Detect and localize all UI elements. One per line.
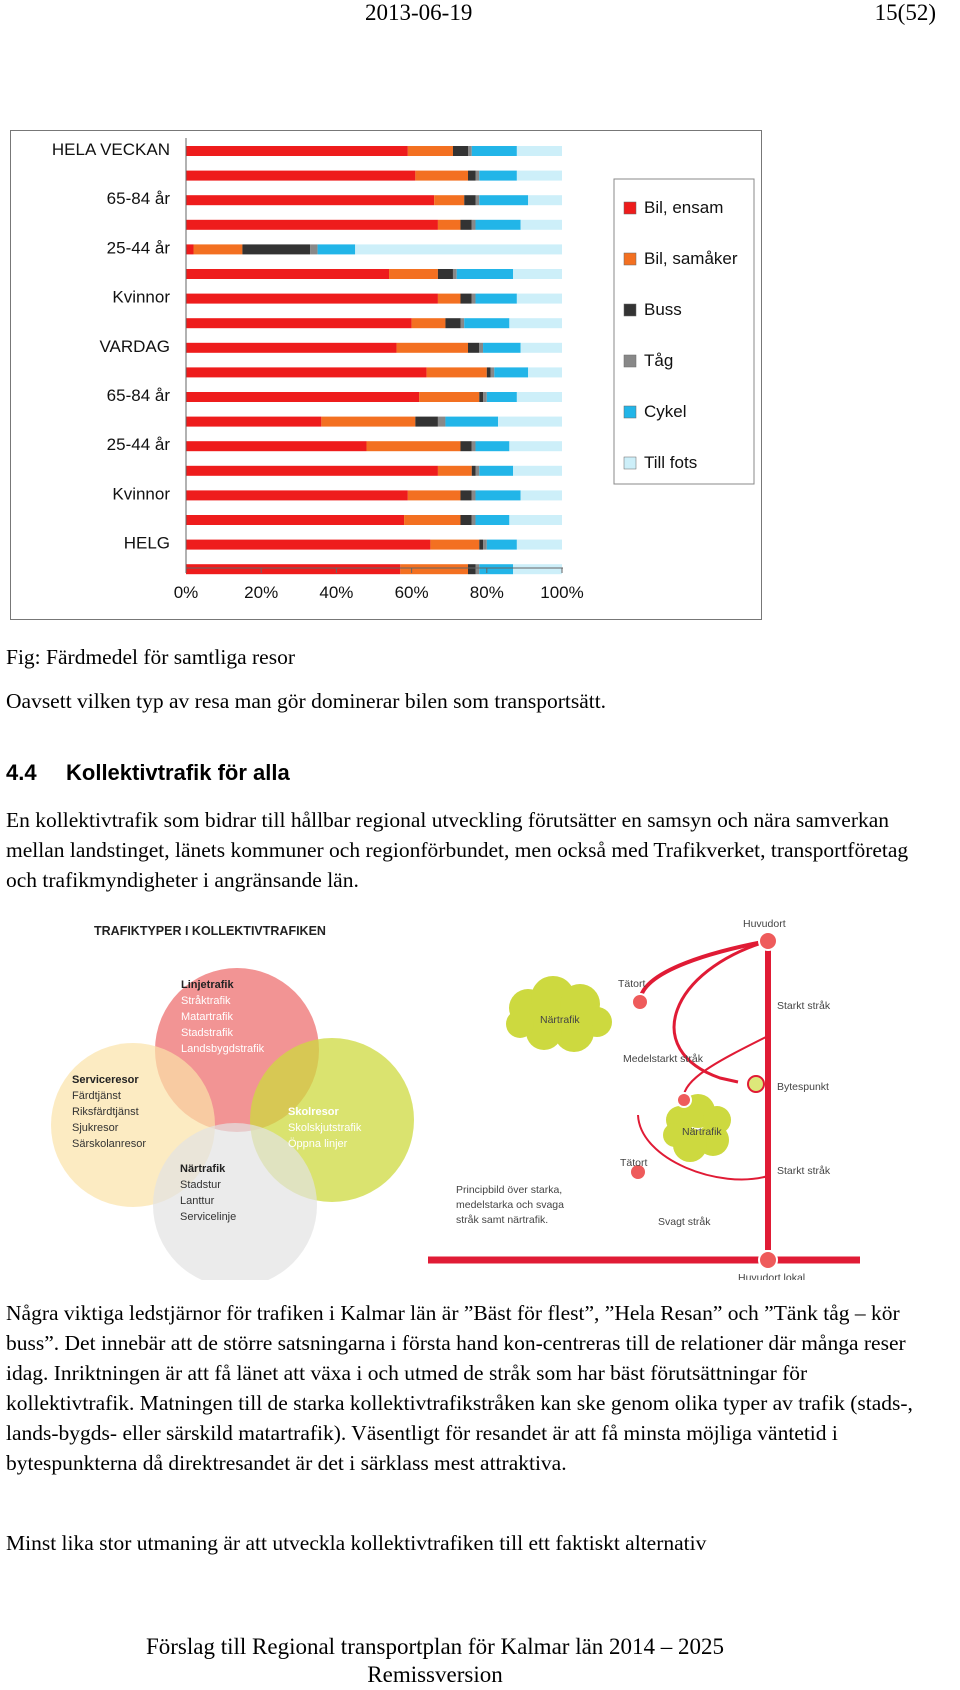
x-tick-label: 0%	[173, 583, 199, 602]
legend-box	[614, 179, 754, 484]
y-axis-label: Kvinnor	[112, 484, 170, 504]
bar-segment-till-fots	[513, 269, 562, 279]
bar-segment-till-fots	[498, 417, 562, 427]
bar-segment-bil-samåker	[408, 490, 461, 500]
bar-segment-cykel	[472, 146, 517, 156]
y-axis-label: Kvinnor	[112, 287, 170, 307]
y-axis-label: 65-84 år	[106, 386, 170, 405]
label-tatort-bottom: Tätort	[620, 1157, 648, 1169]
bar-segment-bil-samåker	[404, 515, 460, 525]
y-axis-label: 25-44 år	[106, 238, 170, 258]
traffic-types-diagram	[20, 910, 860, 1280]
bar-segment-cykel	[476, 220, 521, 230]
label-starkt-strak-2: Starkt stråk	[777, 1165, 831, 1177]
bar-segment-cykel	[479, 564, 513, 574]
linjetrafik-item: Stadstrafik	[181, 1027, 233, 1039]
bar-segment-bil-ensam	[186, 318, 412, 328]
bar-segment-tåg	[476, 466, 480, 476]
bar-segment-bil-samåker	[415, 171, 468, 181]
nartrafik-item: Servicelinje	[180, 1211, 237, 1223]
bar-segment-buss	[242, 244, 310, 254]
paragraph-1: Oavsett vilken typ av resa man gör dominerar bilen som transportsätt.	[6, 689, 607, 713]
bar-segment-bil-ensam	[186, 392, 419, 402]
bar-segment-buss	[453, 146, 468, 156]
label-huvudort-lokal: Huvudort lokal	[738, 1272, 806, 1280]
bar-segment-cykel	[494, 367, 528, 377]
linjetrafik-title: Linjetrafik	[181, 979, 234, 991]
label-nartrafik-1: Närtrafik	[540, 1014, 580, 1026]
section-heading	[6, 760, 290, 786]
bar-segment-bil-ensam	[186, 220, 438, 230]
transport-mode-chart	[10, 130, 762, 620]
label-huvudort: Huvudort	[743, 918, 786, 930]
huvudort-node	[759, 932, 777, 950]
section-number: 4.4	[6, 760, 37, 785]
bar-segment-cykel	[483, 343, 521, 353]
paragraph-4: Minst lika stor utmaning är att utveckla kollektivtrafiken till ett faktiskt alternativ	[6, 1531, 707, 1555]
footer-title: Förslag till Regional transportplan för Kalmar län 2014 – 2025	[145, 1634, 725, 1659]
x-tick-label: 100%	[540, 583, 584, 602]
bar-segment-tåg	[310, 244, 318, 254]
bar-segment-bil-samåker	[412, 318, 446, 328]
bar-segment-tåg	[479, 343, 483, 353]
legend-label: Buss	[644, 300, 682, 319]
label-svagt-strak: Svagt stråk	[658, 1216, 711, 1228]
bar-segment-till-fots	[355, 244, 562, 254]
bar-segment-cykel	[476, 294, 517, 304]
legend-label: Till fots	[644, 453, 698, 472]
bar-segment-till-fots	[517, 146, 562, 156]
bar-segment-tåg	[438, 417, 446, 427]
bar-segment-bil-ensam	[186, 441, 366, 451]
legend-swatch	[624, 406, 636, 418]
x-tick-label: 40%	[319, 583, 354, 602]
y-axis-label: VARDAG	[99, 336, 170, 356]
bar-segment-tåg	[453, 269, 457, 279]
bar-segment-bil-samåker	[366, 441, 460, 451]
bar-segment-bil-samåker	[427, 367, 487, 377]
chart-legend	[614, 179, 754, 484]
bar-segment-tåg	[460, 318, 464, 328]
bar-segment-tåg	[472, 294, 476, 304]
figure-caption: Fig: Färdmedel för samtliga resor	[6, 645, 295, 669]
bar-segment-bil-samåker	[434, 195, 464, 205]
legend-swatch	[624, 304, 636, 316]
serviceresor-item: Sjukresor	[72, 1122, 119, 1134]
bar-segment-cykel	[479, 466, 513, 476]
serviceresor-title: Serviceresor	[72, 1074, 139, 1086]
bar-segment-till-fots	[513, 466, 562, 476]
diagram-title: TRAFIKTYPER I KOLLEKTIVTRAFIKEN	[94, 924, 326, 938]
bar-segment-buss	[468, 171, 476, 181]
footer-version: Remissversion	[367, 1662, 503, 1687]
bar-segment-bil-ensam	[186, 269, 389, 279]
bar-segment-till-fots	[517, 392, 562, 402]
bar-segment-bil-ensam	[186, 490, 408, 500]
bar-segment-tåg	[476, 195, 480, 205]
skolresor-item: Skolskjutstrafik	[288, 1122, 362, 1134]
bytespunkt-node	[748, 1076, 764, 1092]
bar-segment-till-fots	[521, 220, 562, 230]
legend-label: Bil, ensam	[644, 198, 724, 217]
y-axis-label: 65-84 år	[106, 189, 170, 209]
serviceresor-item: Riksfärdtjänst	[72, 1106, 139, 1118]
bar-segment-tåg	[468, 146, 472, 156]
section-title: Kollektivtrafik för alla	[66, 760, 290, 785]
tatort-top-node	[632, 994, 648, 1010]
bar-segment-bil-ensam	[186, 540, 430, 550]
bar-segment-buss	[487, 367, 491, 377]
bar-segment-bil-ensam	[186, 195, 434, 205]
legend-label: Tåg	[644, 351, 674, 370]
header-page-number: 15(52)	[874, 0, 936, 25]
bar-segment-bil-ensam	[186, 466, 438, 476]
bar-segment-buss	[415, 417, 438, 427]
paragraph-3: Några viktiga ledstjärnor för trafiken i Kalmar län är ”Bäst för flest”, ”Hela Resan” och ”Tänk tåg – kör buss”. Det innebär att de större satsningarna i första hand kon-centreras till de relationer där många reser idag. Inriktningen är att få länet att växa i och utmed de stråk som har bäst förutsättningar för kollektivtrafik. Matningen till de starka kollektivtrafikstråken kan ske genom olika typer av trafik (stads-, lands-bygds- eller särskild matartrafik). Väsentligt för resandet är att få minsta möjliga väntetid i bytespunkterna då direktresandet är det i särklass mest attraktiva.	[6, 1301, 913, 1475]
bar-segment-buss	[468, 343, 479, 353]
label-starkt-strak-1: Starkt stråk	[777, 1000, 831, 1012]
bar-segment-bil-samåker	[438, 294, 461, 304]
linjetrafik-item: Stråktrafik	[181, 995, 231, 1007]
bar-segment-till-fots	[509, 515, 562, 525]
bar-segment-bil-ensam	[186, 343, 397, 353]
legend-label: Bil, samåker	[644, 249, 738, 268]
bar-segment-cykel	[464, 318, 509, 328]
bar-segment-bil-ensam	[186, 367, 427, 377]
legend-swatch	[624, 355, 636, 367]
bar-segment-bil-samåker	[400, 564, 468, 574]
bar-segment-buss	[468, 564, 476, 574]
serviceresor-item: Särskolanresor	[72, 1138, 146, 1150]
bar-segment-till-fots	[517, 540, 562, 550]
bar-segment-till-fots	[517, 171, 562, 181]
bar-segment-cykel	[476, 490, 521, 500]
bar-segment-tåg	[472, 515, 476, 525]
bar-segment-buss	[460, 441, 471, 451]
bar-segment-buss	[445, 318, 460, 328]
bar-segment-bil-samåker	[438, 466, 472, 476]
bar-segment-till-fots	[521, 343, 562, 353]
paragraph-2: En kollektivtrafik som bidrar till hållbar regional utveckling förutsätter en samsyn och nära samverkan mellan landstinget, länets kommuner och regionförbundet, men också med Trafikverket, transportföretag och trafikmyndigheter i angränsande län.	[6, 808, 909, 892]
bar-segment-buss	[472, 466, 476, 476]
route-tatort-top	[640, 941, 768, 1002]
nartrafik-item: Stadstur	[180, 1179, 221, 1191]
bar-segment-bil-samåker	[397, 343, 468, 353]
bar-segment-till-fots	[509, 318, 562, 328]
label-tatort-top: Tätort	[618, 978, 646, 990]
bar-segment-buss	[438, 269, 453, 279]
bar-segment-cykel	[479, 171, 517, 181]
bar-segment-bil-samåker	[430, 540, 479, 550]
bar-segment-till-fots	[517, 294, 562, 304]
bar-segment-bil-ensam	[186, 515, 404, 525]
bar-segment-cykel	[445, 417, 498, 427]
bar-segment-buss	[479, 540, 483, 550]
bar-segment-cykel	[476, 515, 510, 525]
bar-segment-bil-samåker	[321, 417, 415, 427]
bar-segment-bil-ensam	[186, 171, 415, 181]
bar-segment-tåg	[491, 367, 495, 377]
bar-segment-buss	[460, 220, 471, 230]
bar-segment-buss	[460, 490, 471, 500]
nartrafik-item: Lanttur	[180, 1195, 215, 1207]
y-axis-label: HELG	[123, 533, 170, 553]
nartrafik-title: Närtrafik	[180, 1163, 226, 1175]
bar-segment-till-fots	[528, 367, 562, 377]
bar-segment-buss	[460, 515, 471, 525]
legend-swatch	[624, 202, 636, 214]
x-tick-label: 20%	[244, 583, 279, 602]
bar-segment-bil-samåker	[438, 220, 461, 230]
bar-segment-tåg	[476, 564, 480, 574]
bar-segment-cykel	[479, 195, 528, 205]
principbild-line: stråk samt närtrafik.	[456, 1214, 549, 1226]
legend-swatch	[624, 253, 636, 265]
bar-segment-buss	[460, 294, 471, 304]
bar-segment-bil-samåker	[408, 146, 453, 156]
bar-segment-tåg	[472, 441, 476, 451]
header-date: 2013-06-19	[365, 0, 473, 25]
bar-segment-cykel	[487, 540, 517, 550]
bar-segment-tåg	[483, 540, 487, 550]
bar-segment-cykel	[457, 269, 513, 279]
bar-segment-buss	[479, 392, 483, 402]
bar-segment-tåg	[472, 220, 476, 230]
bar-segment-bil-samåker	[194, 244, 243, 254]
bar-segment-till-fots	[521, 490, 562, 500]
linjetrafik-item: Matartrafik	[181, 1011, 233, 1023]
bar-segment-bil-ensam	[186, 564, 400, 574]
skolresor-item: Öppna linjer	[288, 1138, 348, 1150]
y-axis-label: HELA VECKAN	[51, 140, 170, 159]
principbild-line: Principbild över starka,	[456, 1184, 563, 1196]
bar-segment-tåg	[476, 171, 480, 181]
legend-swatch	[624, 457, 636, 469]
bar-segment-bil-samåker	[419, 392, 479, 402]
label-medelstarkt-strak: Medelstarkt stråk	[623, 1053, 703, 1065]
bar-segment-bil-samåker	[389, 269, 438, 279]
bar-segment-buss	[464, 195, 475, 205]
bar-segment-till-fots	[509, 441, 562, 451]
label-bytespunkt: Bytespunkt	[777, 1081, 829, 1093]
bar-segment-bil-ensam	[186, 417, 321, 427]
bar-segment-bil-ensam	[186, 244, 194, 254]
legend-label: Cykel	[644, 402, 687, 421]
bar-segment-bil-ensam	[186, 294, 438, 304]
bar-segment-till-fots	[528, 195, 562, 205]
skolresor-title: Skolresor	[288, 1106, 339, 1118]
bar-segment-till-fots	[513, 564, 562, 574]
x-tick-label: 60%	[394, 583, 429, 602]
huvudort-lokal-node	[759, 1251, 777, 1269]
bar-segment-cykel	[476, 441, 510, 451]
y-axis-label: 25-44 år	[106, 435, 170, 455]
bar-segment-cykel	[487, 392, 517, 402]
bar-segment-bil-ensam	[186, 146, 408, 156]
bar-segment-tåg	[483, 392, 487, 402]
label-nartrafik-2: Närtrafik	[682, 1126, 722, 1138]
x-tick-label: 80%	[469, 583, 504, 602]
nartrafik-node	[677, 1093, 691, 1107]
bar-segment-cykel	[318, 244, 356, 254]
principbild-line: medelstarka och svaga	[456, 1199, 564, 1211]
bar-segment-tåg	[472, 490, 476, 500]
serviceresor-item: Färdtjänst	[72, 1090, 121, 1102]
linjetrafik-item: Landsbygdstrafik	[181, 1043, 265, 1055]
